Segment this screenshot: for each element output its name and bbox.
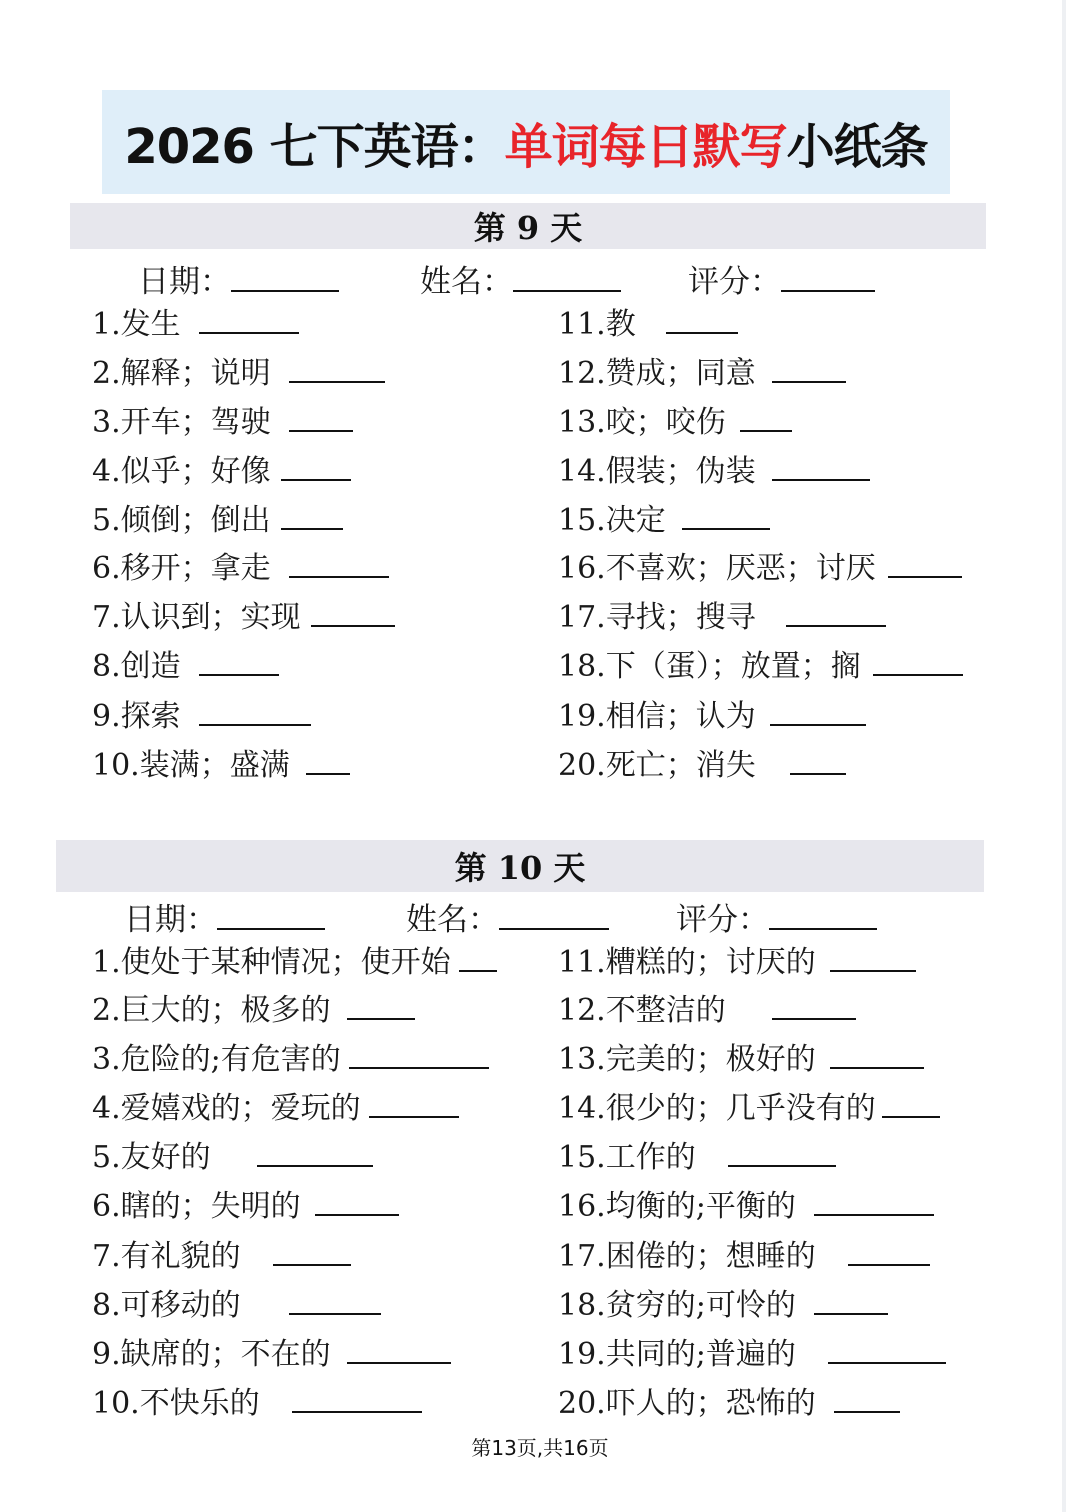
item-text: 11.糟糕的；讨厌的 (558, 945, 816, 980)
answer-blank[interactable] (289, 1287, 381, 1315)
item-text: 5.倾倒；倒出 (92, 503, 271, 538)
name-label: 姓名： (420, 264, 513, 300)
item-text: 1.发生 (92, 307, 181, 342)
list-item (92, 452, 351, 492)
day-10-title: 第 10 天 (454, 849, 586, 887)
answer-blank[interactable] (347, 992, 415, 1020)
page-footer: 第13页,共16页 (471, 1436, 609, 1460)
day-9-title: 第 9 天 (473, 209, 583, 247)
list-item (92, 501, 343, 541)
item-text: 5.友好的 (92, 1140, 211, 1175)
list-item (92, 354, 385, 394)
day-10-info-row (0, 894, 1080, 938)
list-item (92, 1187, 399, 1227)
list-item (92, 647, 279, 687)
item-text: 12.赞成；同意 (558, 356, 756, 391)
item-text: 8.创造 (92, 649, 181, 684)
item-text: 20.吓人的；恐怖的 (558, 1386, 816, 1421)
answer-blank[interactable] (459, 944, 497, 972)
day-9-info-row (0, 256, 1080, 300)
item-text: 10.不快乐的 (92, 1386, 260, 1421)
score-field (676, 894, 877, 939)
list-item (92, 746, 350, 786)
answer-blank[interactable] (834, 1385, 900, 1413)
item-text: 18.贫穷的;可怜的 (558, 1288, 796, 1323)
answer-blank[interactable] (311, 599, 395, 627)
answer-blank[interactable] (292, 1385, 422, 1413)
item-text: 12.不整洁的 (558, 993, 726, 1028)
list-item (558, 1138, 836, 1178)
list-item (558, 1187, 934, 1227)
title-part3: 小纸条 (786, 118, 928, 175)
answer-blank[interactable] (790, 747, 846, 775)
answer-blank[interactable] (306, 747, 350, 775)
list-item (558, 305, 738, 345)
answer-blank[interactable] (830, 944, 916, 972)
list-item (558, 746, 846, 786)
answer-blank[interactable] (199, 648, 279, 676)
list-item (558, 452, 870, 492)
score-label: 评分： (676, 902, 769, 938)
day-9-header (70, 203, 986, 249)
item-text: 15.决定 (558, 503, 666, 538)
item-text: 4.爱嬉戏的；爱玩的 (92, 1091, 361, 1126)
item-text: 9.缺席的；不在的 (92, 1337, 331, 1372)
title-part1: 2026 七下英语： (124, 118, 505, 175)
list-item (92, 598, 395, 638)
item-text: 2.解释；说明 (92, 356, 271, 391)
date-label: 日期： (138, 264, 231, 300)
item-text: 20.死亡；消失 (558, 748, 756, 783)
page-edge (1062, 0, 1066, 1512)
answer-blank[interactable] (682, 502, 770, 530)
item-text: 18.下（蛋）；放置；搁 (558, 649, 861, 684)
item-text: 6.瞎的；失明的 (92, 1189, 301, 1224)
answer-blank[interactable] (888, 550, 962, 578)
list-item (558, 403, 792, 443)
list-item (92, 549, 389, 589)
answer-blank[interactable] (281, 453, 351, 481)
date-label: 日期： (124, 902, 217, 938)
title-banner (102, 90, 950, 194)
list-item (558, 354, 846, 394)
answer-blank[interactable] (770, 698, 866, 726)
list-item (92, 1384, 422, 1424)
item-text: 17.寻找；搜寻 (558, 600, 756, 635)
name-label: 姓名： (406, 902, 499, 938)
answer-blank[interactable] (257, 1139, 373, 1167)
item-text: 17.困倦的；想睡的 (558, 1239, 816, 1274)
item-text: 3.开车；驾驶 (92, 405, 271, 440)
item-text: 4.似乎；好像 (92, 454, 271, 489)
answer-blank[interactable] (289, 355, 385, 383)
answer-blank[interactable] (289, 550, 389, 578)
list-item (92, 697, 311, 737)
item-text: 3.危险的;有危害的 (92, 1042, 341, 1077)
answer-blank[interactable] (273, 1238, 351, 1266)
list-item (92, 1089, 459, 1129)
answer-blank[interactable] (772, 355, 846, 383)
answer-blank[interactable] (728, 1139, 836, 1167)
answer-blank[interactable] (315, 1188, 399, 1216)
list-item (92, 1138, 373, 1178)
item-text: 13.完美的；极好的 (558, 1042, 816, 1077)
list-item (558, 1335, 946, 1375)
list-item (558, 697, 866, 737)
answer-blank[interactable] (740, 404, 792, 432)
day-10-header (56, 840, 984, 892)
list-item (92, 305, 299, 345)
answer-blank[interactable] (772, 453, 870, 481)
answer-blank[interactable] (848, 1238, 930, 1266)
name-blank[interactable] (499, 902, 609, 930)
answer-blank[interactable] (828, 1336, 946, 1364)
date-field (138, 256, 339, 301)
list-item (558, 1286, 888, 1326)
list-item (558, 1040, 924, 1080)
answer-blank[interactable] (814, 1188, 934, 1216)
answer-blank[interactable] (289, 404, 353, 432)
score-label: 评分： (688, 264, 781, 300)
answer-blank[interactable] (347, 1336, 451, 1364)
list-item (558, 1384, 900, 1424)
list-item (558, 549, 962, 589)
answer-blank[interactable] (772, 992, 856, 1020)
item-text: 7.有礼貌的 (92, 1239, 241, 1274)
list-item (92, 943, 497, 983)
answer-blank[interactable] (666, 306, 738, 334)
answer-blank[interactable] (199, 306, 299, 334)
list-item (92, 1237, 351, 1277)
answer-blank[interactable] (369, 1090, 459, 1118)
item-text: 1.使处于某种情况；使开始 (92, 945, 451, 980)
name-field (406, 894, 609, 939)
answer-blank[interactable] (830, 1041, 924, 1069)
answer-blank[interactable] (199, 698, 311, 726)
answer-blank[interactable] (882, 1090, 940, 1118)
item-text: 2.巨大的；极多的 (92, 993, 331, 1028)
answer-blank[interactable] (281, 502, 343, 530)
item-text: 15.工作的 (558, 1140, 696, 1175)
item-text: 19.相信；认为 (558, 699, 756, 734)
item-text: 16.不喜欢；厌恶；讨厌 (558, 551, 876, 586)
answer-blank[interactable] (349, 1041, 489, 1069)
score-blank[interactable] (781, 264, 875, 292)
name-field (420, 256, 621, 301)
list-item (558, 501, 770, 541)
item-text: 7.认识到；实现 (92, 600, 301, 635)
list-item (92, 1335, 451, 1375)
item-text: 10.装满；盛满 (92, 748, 290, 783)
answer-blank[interactable] (873, 648, 963, 676)
item-text: 6.移开；拿走 (92, 551, 271, 586)
item-text: 14.假装；伪装 (558, 454, 756, 489)
list-item (558, 647, 963, 687)
item-text: 8.可移动的 (92, 1288, 241, 1323)
item-text: 13.咬；咬伤 (558, 405, 726, 440)
item-text: 9.探索 (92, 699, 181, 734)
list-item (92, 991, 415, 1031)
list-item (558, 598, 886, 638)
score-blank[interactable] (769, 902, 877, 930)
item-text: 19.共同的;普遍的 (558, 1337, 796, 1372)
list-item (558, 943, 916, 983)
list-item (92, 1286, 381, 1326)
item-text: 11.教 (558, 307, 636, 342)
title-part2: 单词每日默写 (504, 118, 787, 175)
date-field (124, 894, 325, 939)
list-item (558, 991, 856, 1031)
score-field (688, 256, 875, 301)
list-item (558, 1237, 930, 1277)
list-item (92, 1040, 489, 1080)
list-item (558, 1089, 940, 1129)
list-item (92, 403, 353, 443)
answer-blank[interactable] (786, 599, 886, 627)
item-text: 16.均衡的;平衡的 (558, 1189, 796, 1224)
item-text: 14.很少的；几乎没有的 (558, 1091, 876, 1126)
answer-blank[interactable] (814, 1287, 888, 1315)
date-blank[interactable] (217, 902, 325, 930)
name-blank[interactable] (513, 264, 621, 292)
date-blank[interactable] (231, 264, 339, 292)
